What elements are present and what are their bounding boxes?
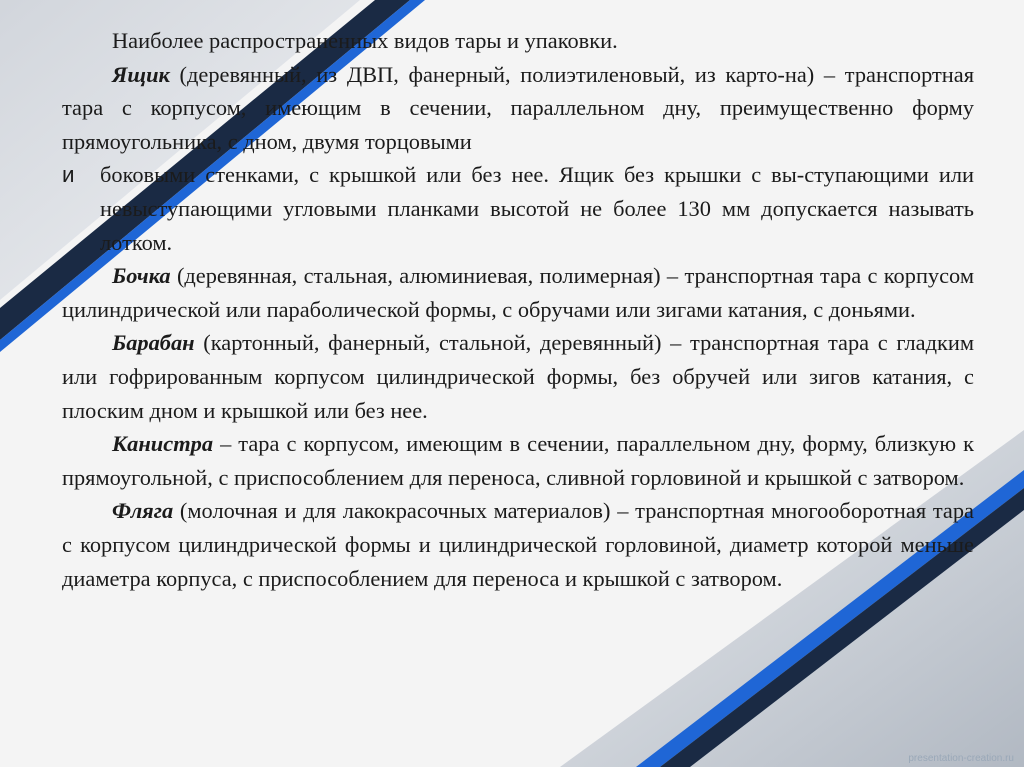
paragraph-text: (деревянная, стальная, алюминиевая, полимерная) – транспортная тара с корпусом цилиндрической или параболической формы, с обручами или зигами катания, с доньями. [62, 263, 974, 322]
term-canister: Канистра [112, 431, 214, 457]
document-heading: Наиболее распространенных видов тары и упаковки. [112, 28, 618, 53]
term-barrel: Бочка [112, 263, 171, 289]
watermark: presentation-creation.ru [908, 753, 1014, 764]
paragraph-text: – тара с корпусом, имеющим в сечении, параллельном дну, форму, близкую к прямоугольной, с приспособлением для переноса, сливной горловиной и крышкой с затвором. [62, 431, 974, 490]
list-marker: и [62, 162, 75, 188]
paragraph-box-part1 [62, 58, 974, 159]
term-drum: Барабан [112, 330, 195, 356]
paragraph-drum [62, 326, 974, 427]
paragraph-text: боковыми стенками, с крышкой или без нее. Ящик без крышки с вы-ступающими или невыступающими угловыми планками высотой не более 130 мм допускается называть лотком. [100, 162, 974, 255]
term-flask: Фляга [112, 498, 174, 524]
paragraph-canister [62, 427, 974, 494]
paragraph-flask [62, 494, 974, 595]
paragraph-box-part2 [62, 158, 974, 259]
document-body [62, 24, 974, 595]
paragraph-text: (молочная и для лакокрасочных материалов) – транспортная многооборотная тара с корпусом цилиндрической формы и цилиндрической горловиной, диаметр которой меньше диаметра корпуса, с приспособлением для переноса и крышкой с затвором. [62, 498, 974, 591]
paragraph-text: (деревянный, из ДВП, фанерный, полиэтиленовый, из карто-на) – транспортная тара с корпусом, имеющим в сечении, параллельном дну, преимущественно форму прямоугольника, с дном, двумя торцовыми [62, 61, 974, 154]
paragraph-text: (картонный, фанерный, стальной, деревянный) – транспортная тара с гладким или гофрированным корпусом цилиндрической формы, без обручей или зигов катания, с плоским дном и крышкой или без нее. [62, 330, 974, 423]
paragraph-barrel [62, 259, 974, 326]
term-box: Ящик [112, 61, 170, 87]
